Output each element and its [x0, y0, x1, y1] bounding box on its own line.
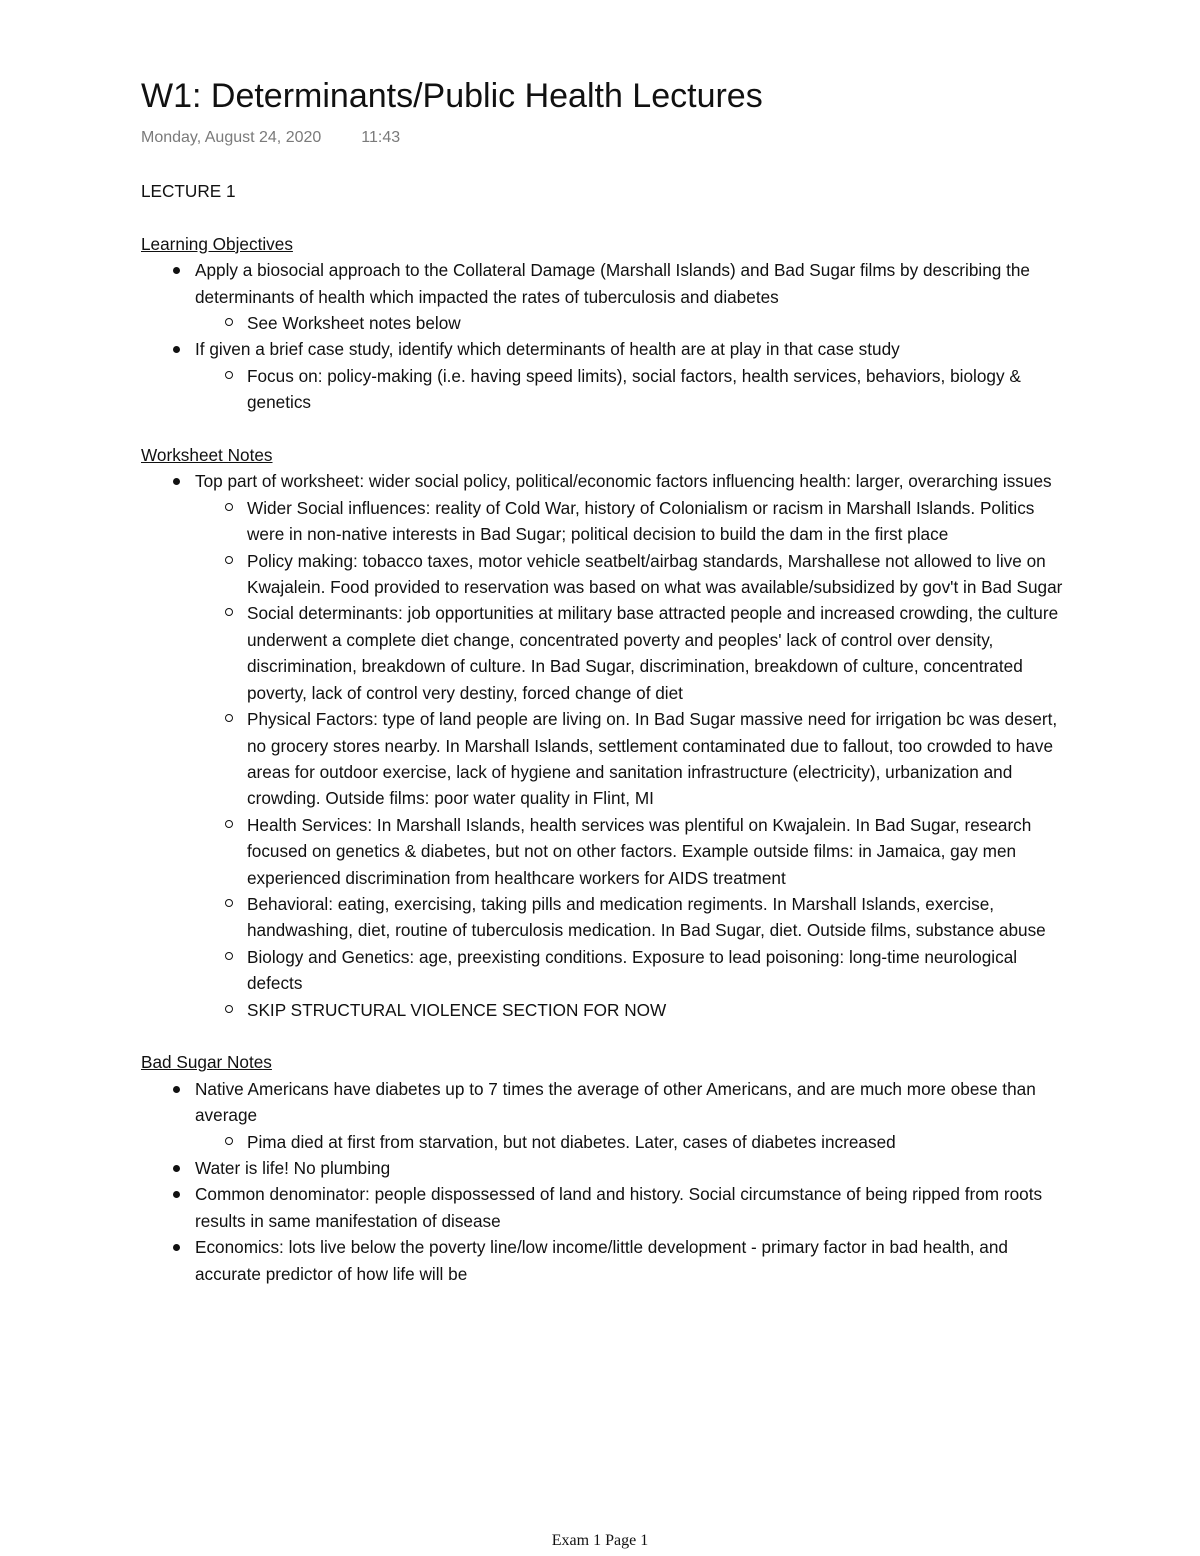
sub-list-item: Policy making: tobacco taxes, motor vehicle seatbelt/airbag standards, Marshallese not allowed to live on Kwajalein. Food provided to reservation was based on what was available/subsidized by gov't in Bad Sugar: [195, 548, 1071, 601]
list-item: Common denominator: people dispossessed of land and history. Social circumstance of being ripped from roots results in same manifestation of disease: [141, 1181, 1071, 1234]
list-item: Apply a biosocial approach to the Collateral Damage (Marshall Islands) and Bad Sugar films by describing the determinants of health which impacted the rates of tuberculosis and diabetes See Worksheet notes below: [141, 257, 1071, 336]
bad-sugar-notes-list: [141, 1076, 1071, 1287]
bad-sugar-notes-heading: Bad Sugar Notes: [141, 1052, 272, 1073]
sub-list-item: Social determinants: job opportunities at military base attracted people and increased crowding, the culture underwent a complete diet change, concentrated poverty and peoples' lack of control over density, discrimination, breakdown of culture. In Bad Sugar, discrimination, breakdown of culture, concentrated poverty, lack of control very destiny, forced change of diet: [195, 600, 1071, 706]
sub-list-item: Biology and Genetics: age, preexisting conditions. Exposure to lead poisoning: long-time neurological defects: [195, 944, 1071, 997]
page-timestamp: [141, 127, 400, 149]
page-date: Monday, August 24, 2020: [141, 129, 322, 146]
sub-list-item: SKIP STRUCTURAL VIOLENCE SECTION FOR NOW: [195, 997, 1071, 1023]
learning-objectives-list: [141, 257, 1071, 415]
sub-list-item: See Worksheet notes below: [195, 310, 1071, 336]
list-item: Native Americans have diabetes up to 7 times the average of other Americans, and are much more obese than average Pima died at first from starvation, but not diabetes. Later, cases of diabetes increased: [141, 1076, 1071, 1155]
page-footer: Exam 1 Page 1: [551, 1532, 649, 1549]
note-body: [141, 178, 1071, 1287]
list-item: Economics: lots live below the poverty line/low income/little development - primary factor in bad health, and accurate predictor of how life will be: [141, 1234, 1071, 1287]
sub-list-item: Focus on: policy-making (i.e. having speed limits), social factors, health services, behaviors, biology & genetics: [195, 363, 1071, 416]
list-item: Water is life! No plumbing: [141, 1155, 1071, 1181]
worksheet-notes-list: [141, 468, 1071, 1023]
learning-objectives-heading: Learning Objectives: [141, 233, 293, 254]
worksheet-notes-heading: Worksheet Notes: [141, 445, 273, 466]
list-item: If given a brief case study, identify which determinants of health are at play in that case study Focus on: policy-making (i.e. having speed limits), social factors, health services, behaviors, biology & genetics: [141, 336, 1071, 415]
page-time: 11:43: [361, 129, 401, 146]
sub-list-item: Health Services: In Marshall Islands, health services was plentiful on Kwajalein. In Bad Sugar, research focused on genetics & diabetes, but not on other factors. Example outside films: in Jamaica, gay men experienced discrimination from healthcare workers for AIDS treatment: [195, 812, 1071, 891]
sub-list-item: Physical Factors: type of land people are living on. In Bad Sugar massive need for irrigation bc was desert, no grocery stores nearby. In Marshall Islands, settlement contaminated due to fallout, too crowded to have areas for outdoor exercise, lack of hygiene and sanitation infrastructure (electricity), urbanization and crowding. Outside films: poor water quality in Flint, MI: [195, 706, 1071, 812]
sub-list-item: Behavioral: eating, exercising, taking pills and medication regiments. In Marshall Islands, exercise, handwashing, diet, routine of tuberculosis medication. In Bad Sugar, diet. Outside films, substance abuse: [195, 891, 1071, 944]
lecture-label: LECTURE 1: [141, 181, 236, 201]
sub-list-item: Pima died at first from starvation, but not diabetes. Later, cases of diabetes increased: [195, 1129, 1071, 1155]
sub-list-item: Wider Social influences: reality of Cold War, history of Colonialism or racism in Marshall Islands. Politics were in non-native interests in Bad Sugar; political decision to build the dam in the first place: [195, 495, 1071, 548]
page-title: W1: Determinants/Public Health Lectures: [141, 77, 763, 115]
list-item: Top part of worksheet: wider social policy, political/economic factors influencing health: larger, overarching issues Wider Social influences: reality of Cold War, history of Colonialism or racism in Marshall Islands. Politics were in non-native interests in Bad Sugar; political decision to build the dam in the first place Policy making: tobacco taxes, motor vehicle seatbelt/airbag standards, Marshallese not allowed to live on Kwajalein. Food provided to reservation was based on what was available/subsidized by gov't in Bad Sugar Social determinants: job opportunities at military base attracted people and increased crowding, the culture underwent a complete diet change, concentrated poverty and peoples' lack of control over density, discrimination, breakdown of culture. In Bad Sugar, discrimination, breakdown of culture, concentrated poverty, lack of control very destiny, forced change of diet Physical Factors: type of land people are living on. In Bad Sugar massive need for irrigation bc was desert, no grocery stores nearby. In Marshall Islands, settlement contaminated due to fallout, too crowded to have areas for outdoor exercise, lack of hygiene and sanitation infrastructure (electricity), urbanization and crowding. Outside films: poor water quality in Flint, MI Health Services: In Marshall Islands, health services was plentiful on Kwajalein. In Bad Sugar, research focused on genetics & diabetes, but not on other factors. Example outside films: in Jamaica, gay men experienced discrimination from healthcare workers for AIDS treatment Behavioral: eating, exercising, taking pills and medication regiments. In Marshall Islands, exercise, handwashing, diet, routine of tuberculosis medication. In Bad Sugar, diet. Outside films, substance abuse Biology and Genetics: age, preexisting conditions. Exposure to lead poisoning: long-time neurological defects SKIP STRUCTURAL VIOLENCE SECTION FOR NOW: [141, 468, 1071, 1023]
